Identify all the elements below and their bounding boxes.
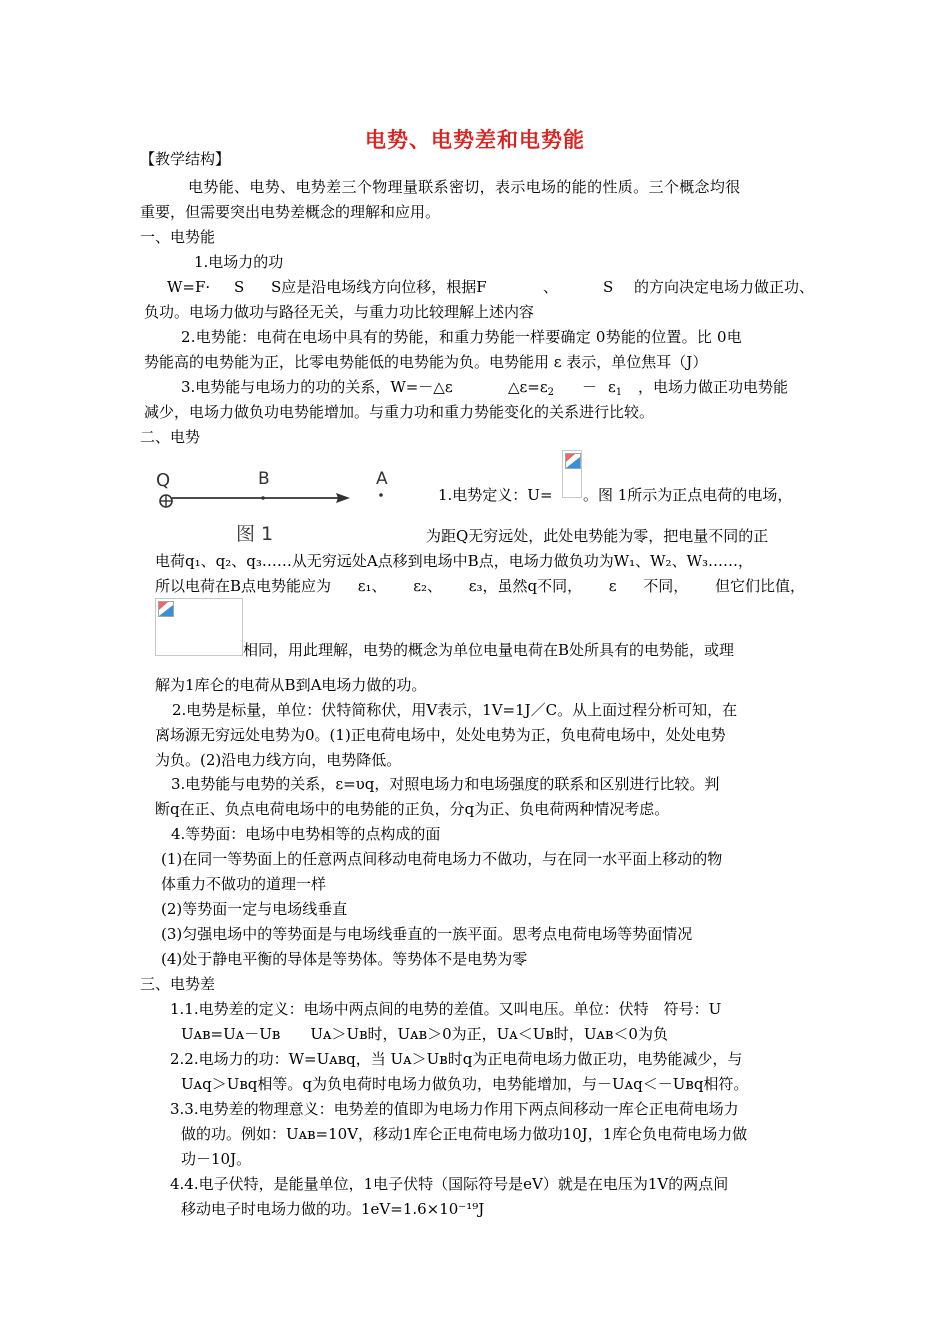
item-2-line-1: 2.电势能：电荷在电场中具有的势能，和重力势能一样要确定 0势能的位置。比 0电: [181, 328, 742, 346]
def-1-line-1-b: 。图 1所示为正点电荷的电场，: [583, 486, 793, 504]
def-3-line-1: 3.电势能与电势的关系，ε=υq，对照电场力和电场强度的联系和区别进行比较。判: [171, 775, 720, 793]
item-3-line-1-e: ，电场力做正功电势能: [638, 378, 789, 396]
def-1-line-6: 解为1库仑的电荷从B到A电场力做的功。: [155, 676, 427, 694]
def-1-line-4-seg: ε₁、: [357, 577, 387, 595]
figure-1-sketch: [150, 458, 420, 550]
fig-label-q: Q: [156, 470, 171, 491]
arrow-head-icon: [336, 493, 350, 503]
def-1-line-4-seg: 所以电荷在B点电势能应为: [155, 577, 332, 595]
pd-4-line-2: 移动电子时电场力做的功。1eV=1.6×10⁻¹⁹J: [181, 1200, 485, 1218]
formula-work-d: 、: [543, 278, 559, 296]
def-1-line-1-a: 1.电势定义：U=: [438, 486, 553, 504]
epsilon-1: ε: [608, 378, 616, 396]
def-1-line-2: 为距Q无穷远处，此处电势能为零，把电量不同的正: [426, 527, 769, 545]
heading-potential: 二、电势: [140, 428, 201, 446]
def-1-line-4-seg: ε₃，虽然q不同，: [468, 577, 583, 595]
heading-potential-energy: 一、电势能: [140, 228, 216, 246]
item-3-line-1-c: －: [582, 378, 598, 396]
def-4-heading: 4.等势面：电场中电势相等的点构成的面: [171, 825, 441, 843]
pd-1-line-1: 1.1.电势差的定义：电场中两点间的电势的差值。又叫电压。单位：伏特 符号：U: [170, 1000, 722, 1018]
def-3-line-2: 断q在正、负点电荷电场中的电势能的正负，分q为正、负电荷两种情况考虑。: [155, 800, 670, 818]
item-2-line-2: 势能高的电势能为正，比零电势能低的电势能为负。电势能用 ε 表示，单位焦耳（J）: [144, 353, 708, 371]
def-4-item-4: (4)处于静电平衡的导体是等势体。等势体不是电势为零: [161, 950, 528, 968]
formula-work-c: S应是沿电场线方向位移，根据F: [271, 278, 487, 296]
formula-work-a: W=F·: [167, 278, 211, 296]
def-4-item-1a: (1)在同一等势面上的任意两点间移动电荷电场力不做功，与在同一水平面上移动的物: [161, 850, 723, 868]
item-1-heading: 1.电场力的功: [194, 253, 284, 271]
item-3-line-1-b: [508, 377, 554, 397]
def-1-line-4-seg: 不同，: [643, 577, 689, 595]
def-4-item-2: (2)等势面一定与电场线垂直: [161, 900, 348, 918]
section-header: 【教学结构】: [140, 150, 231, 168]
pd-4-line-1: 4.4.电子伏特，是能量单位，1电子伏特（国际符号是eV）就是在电压为1V的两点间: [170, 1175, 729, 1193]
def-2-line-3: 为负。(2)沿电力线方向，电势降低。: [155, 751, 402, 769]
pd-2-line-1: 2.2.电场力的功：W=Uᴀʙq，当 Uᴀ＞Uʙ时q为正电荷电场力做正功，电势能减少，与: [170, 1050, 743, 1068]
item-3-line-1-a: 3.电势能与电场力的功的关系，W=－△ε: [181, 378, 453, 396]
item-3-line-1-d: [608, 377, 622, 397]
page-title: 电势、电势差和电势能: [365, 128, 585, 152]
formula-work-f: 的方向决定电场力做正功、: [634, 278, 815, 296]
def-1-line-3: 电荷q₁、q₂、q₃……从无穷远处A点移到电场中B点，电场力做负功为W₁、W₂、W₃……，: [155, 552, 753, 570]
formula-image-placeholder: [562, 450, 582, 498]
pd-3-line-2: 做的功。例如：Uᴀʙ=10V，移动1库仑正电荷电场力做功10J，1库仑负电荷电场力做: [181, 1125, 748, 1143]
formula-work-e: S: [603, 278, 614, 296]
item-1-line-2: 负功。电场力做功与路径无关，与重力功比较理解上述内容: [144, 303, 535, 321]
pd-3-line-1: 3.3.电势差的物理意义：电势差的值即为电场力作用下两点间移动一库仑正电荷电场力: [170, 1100, 739, 1118]
fig-caption: 图 1: [236, 523, 274, 545]
def-1-line-4-seg: ε: [608, 577, 617, 595]
broken-image-icon: [158, 601, 174, 617]
heading-potential-difference: 三、电势差: [140, 975, 216, 993]
def-4-item-3: (3)匀强电场中的等势面是与电场线垂直的一族平面。思考点电荷电场等势面情况: [161, 925, 693, 943]
def-2-line-1: 2.电势是标量，单位：伏特简称伏，用V表示，1V=1J／C。从上面过程分析可知，在: [172, 701, 738, 719]
pd-2-line-2: Uᴀq＞Uʙq相等。q为负电荷时电场力做负功，电势能增加，与－Uᴀq＜－Uʙq相符。: [181, 1075, 749, 1093]
def-2-line-2: 离场源无穷远处电势为0。(1)正电荷电场中，处处电势为正，负电荷电场中，处处电势: [155, 726, 726, 744]
intro-line-1: 电势能、电势、电势差三个物理量联系密切，表示电场的能的性质。三个概念均很: [188, 178, 741, 196]
ratio-image-placeholder: [155, 598, 243, 656]
def-1-line-4-seg: ε₂、: [413, 577, 442, 595]
sub-2: 2: [547, 387, 555, 398]
broken-image-icon: [565, 453, 581, 469]
def-4-item-1b: 体重力不做功的道理一样: [161, 875, 327, 893]
intro-line-2: 重要，但需要突出电势差概念的理解和应用。: [140, 203, 441, 221]
sub-1: 1: [615, 387, 623, 398]
pd-1-line-2: Uᴀʙ=Uᴀ－Uʙ Uᴀ＞Uʙ时，Uᴀʙ＞0为正，Uᴀ＜Uʙ时，Uᴀʙ＜0为负: [181, 1025, 668, 1043]
pd-3-line-3: 功－10J。: [181, 1150, 252, 1168]
def-1-line-5: 相同，用此理解，电势的概念为单位电量电荷在B处所具有的电势能，或理: [243, 641, 735, 659]
def-1-line-4: [155, 576, 805, 596]
formula-work-b: S: [234, 278, 245, 296]
def-1-line-4-seg: 但它们比值，: [714, 577, 805, 595]
item-3-line-2: 减少，电场力做负功电势能增加。与重力功和重力势能变化的关系进行比较。: [144, 403, 655, 421]
fig-label-b: B: [258, 469, 270, 489]
delta-epsilon: △ε=ε: [508, 378, 548, 396]
fig-label-a: A: [376, 469, 388, 489]
